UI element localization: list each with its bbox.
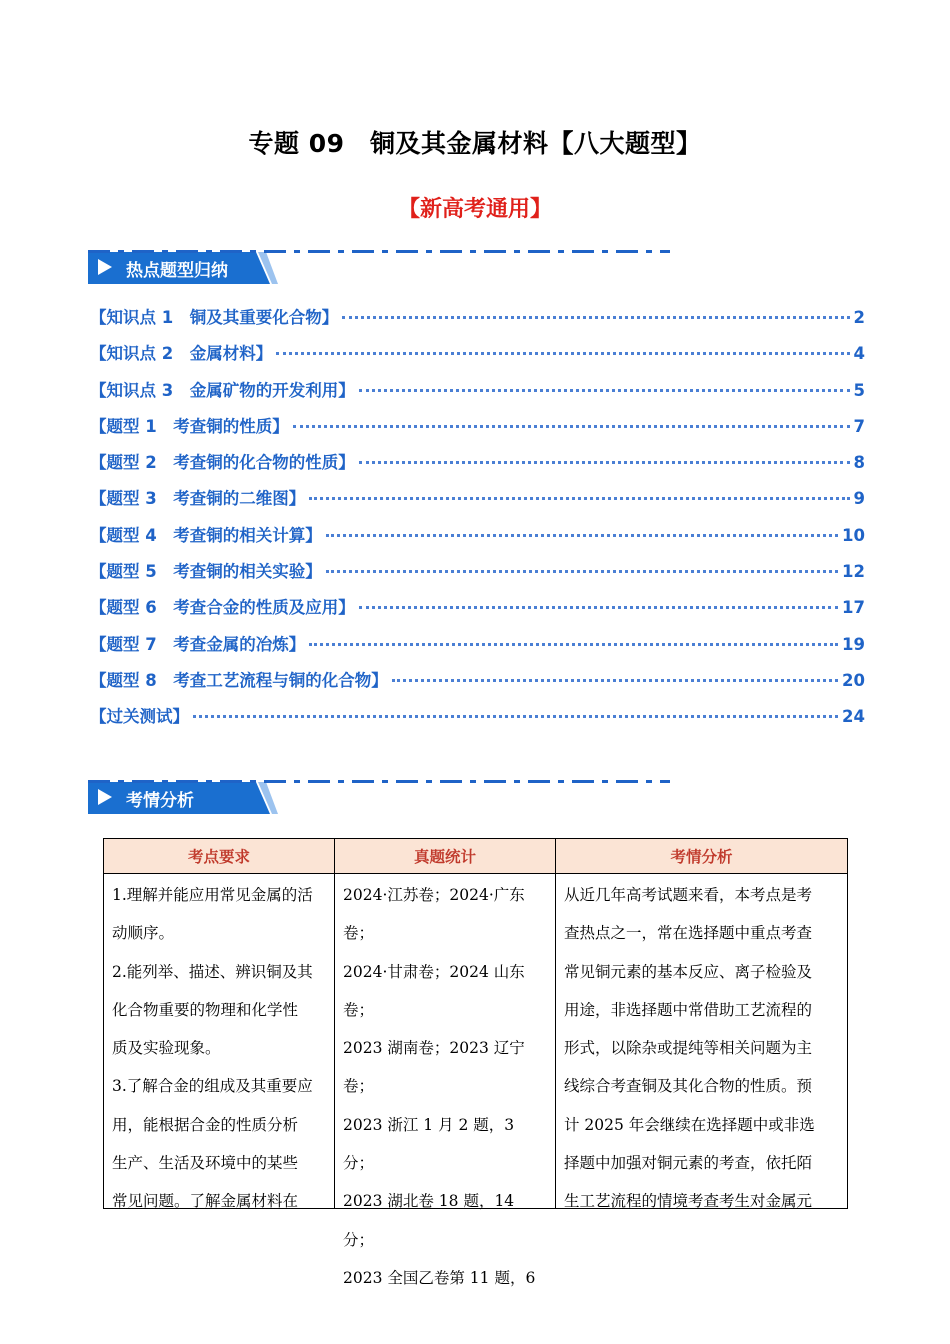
toc-leader <box>326 570 838 573</box>
toc-leader <box>309 497 849 500</box>
toc-leader <box>326 534 838 537</box>
toc-leader <box>359 606 838 609</box>
exam-analysis-table <box>103 838 848 1287</box>
section-header-toc <box>88 250 858 286</box>
toc-item[interactable]: 【题型 1 考查铜的性质】 7 <box>90 416 865 436</box>
toc-leader <box>359 389 850 392</box>
toc-leader <box>392 679 838 682</box>
cell-requirements: 1.理解并能应用常见金属的活 动顺序。 2.能列举、描述、辨识铜及其 化合物重要的物理和化学性 质及实验现象。 3.了解合金的组成及其重要应 用，能根据合金的性质分析 生产、生活及环境中的某些 常见问题。了解金属材料在 <box>104 874 335 1209</box>
toc-item[interactable]: 【题型 5 考查铜的相关实验】 12 <box>90 562 865 582</box>
toc-item[interactable]: 【题型 4 考查铜的相关计算】 10 <box>90 525 865 545</box>
table-row <box>104 874 848 1209</box>
col-header-statistics: 真题统计 <box>335 839 556 874</box>
section-label-analysis: 考情分析 <box>126 791 194 811</box>
table-of-contents <box>90 304 865 740</box>
toc-item[interactable]: 【题型 3 考查铜的二维图】 9 <box>90 489 865 509</box>
toc-item[interactable]: 【知识点 3 金属矿物的开发利用】 5 <box>90 380 865 400</box>
page-title: 专题 09 铜及其金属材料【八大题型】 <box>248 129 702 158</box>
toc-item[interactable]: 【题型 8 考查工艺流程与铜的化合物】 20 <box>90 670 865 690</box>
toc-item[interactable]: 【知识点 1 铜及其重要化合物】 2 <box>90 308 865 327</box>
toc-leader <box>193 715 838 718</box>
toc-item[interactable]: 【过关测试】 24 <box>90 707 865 727</box>
toc-item[interactable]: 【题型 6 考查合金的性质及应用】 17 <box>90 598 865 618</box>
dash-divider-analysis <box>88 780 670 783</box>
dash-divider-toc <box>88 250 670 253</box>
section-label-toc: 热点题型归纳 <box>126 261 228 281</box>
toc-leader <box>309 643 838 646</box>
section-header-analysis <box>88 780 858 816</box>
page-subtitle: 【新高考通用】 <box>397 197 552 222</box>
toc-item[interactable]: 【题型 7 考查金属的冶炼】 19 <box>90 634 865 654</box>
col-header-analysis: 考情分析 <box>556 839 848 874</box>
table-header-row <box>104 839 848 874</box>
cell-analysis: 从近几年高考试题来看，本考点是考 查热点之一，常在选择题中重点考查 常见铜元素的基本反应、离子检验及 用途，非选择题中常借助工艺流程的 形式，以除杂或提纯等相关问题为主 线综合考查铜及其化合物的性质。预 计 2025 年会继续在选择题中或非选 择题中加强对铜元素的考查，依托陌 生工艺流程的情境考查考生对金属元 <box>556 874 848 1209</box>
toc-leader <box>293 425 850 428</box>
col-header-requirements: 考点要求 <box>104 839 335 874</box>
toc-item[interactable]: 【题型 2 考查铜的化合物的性质】 8 <box>90 453 865 473</box>
cell-statistics: 2024·江苏卷；2024·广东 卷； 2024·甘肃卷；2024 山东 卷； 2023 湖南卷；2023 辽宁 卷； 2023 浙江 1 月 2 题，3 分； 2023 湖北卷 18 题，14 分； 2023 全国乙卷第 11 题，6 <box>335 874 556 1209</box>
toc-item[interactable]: 【知识点 2 金属材料】 4 <box>90 344 865 364</box>
toc-leader <box>359 461 850 464</box>
toc-leader <box>276 352 849 355</box>
toc-leader <box>342 316 849 319</box>
